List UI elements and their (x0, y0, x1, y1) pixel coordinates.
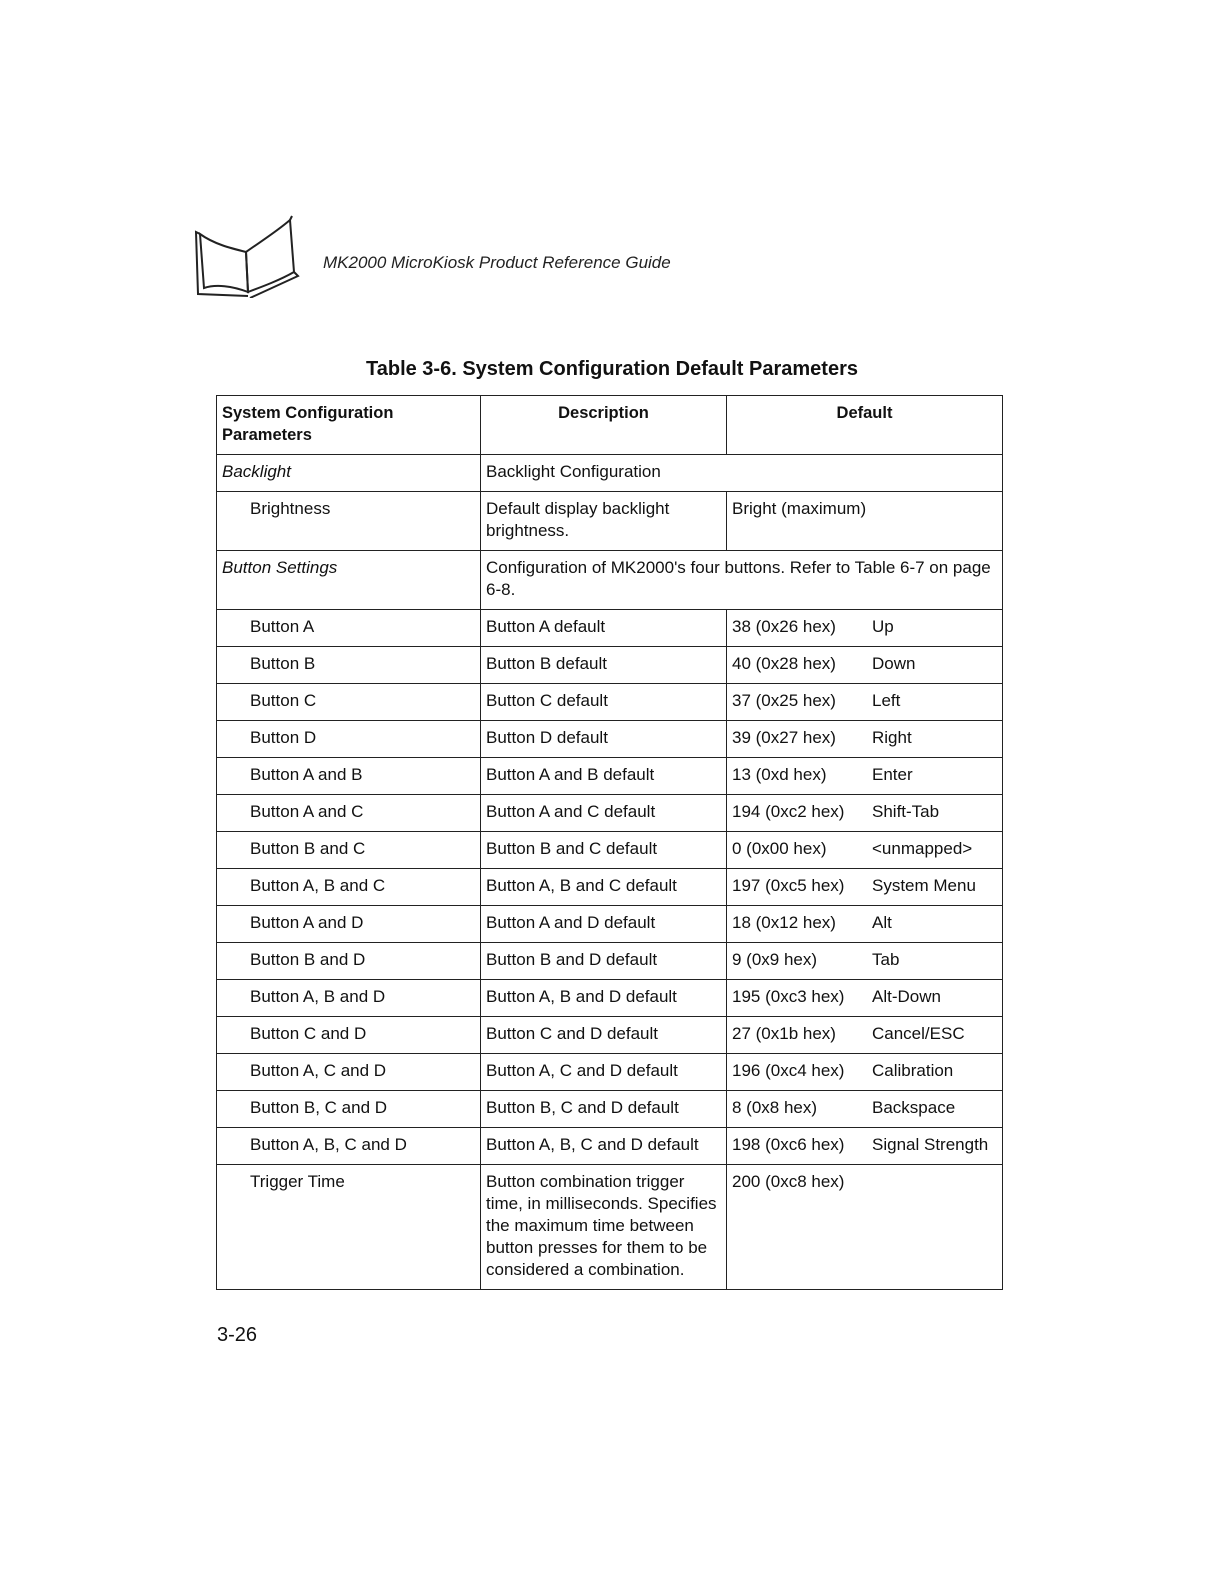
parameter-default: 200 (0xc8 hex) (727, 1165, 1003, 1290)
key-code: 13 (0xd hex) (732, 765, 827, 784)
parameter-description: Button A, B and C default (481, 869, 727, 906)
table-row (217, 869, 1003, 906)
key-code: 37 (0x25 hex) (732, 691, 836, 710)
parameter-description: Button C default (481, 684, 727, 721)
table-row (217, 647, 1003, 684)
key-name: Signal Strength (872, 1135, 989, 1154)
section-row-backlight (217, 455, 1003, 492)
parameter-description: Button A and C default (481, 795, 727, 832)
key-code: 39 (0x27 hex) (732, 728, 836, 747)
key-name: Cancel/ESC (872, 1024, 965, 1043)
table-row (217, 832, 1003, 869)
key-name: Calibration (872, 1061, 954, 1080)
section-row-button-settings (217, 551, 1003, 610)
key-code: 196 (0xc4 hex) (732, 1061, 845, 1080)
parameter-description: Button C and D default (481, 1017, 727, 1054)
parameter-default: Bright (maximum) (727, 492, 1003, 551)
table-row (217, 1017, 1003, 1054)
table-row (217, 1091, 1003, 1128)
parameter-description: Button B default (481, 647, 727, 684)
parameter-default (727, 832, 1003, 869)
section-description: Configuration of MK2000's four buttons. Refer to Table 6-7 on page 6-8. (481, 551, 1003, 610)
table-header-row (217, 396, 1003, 455)
table-row (217, 721, 1003, 758)
key-code: 194 (0xc2 hex) (732, 802, 845, 821)
key-name: Enter (872, 765, 913, 784)
key-code: 18 (0x12 hex) (732, 913, 836, 932)
parameter-description: Button A, C and D default (481, 1054, 727, 1091)
table-row (217, 1054, 1003, 1091)
parameter-description: Button D default (481, 721, 727, 758)
system-configuration-table (216, 395, 1003, 1290)
parameter-description: Button A, B, C and D default (481, 1128, 727, 1165)
parameter-description: Button B, C and D default (481, 1091, 727, 1128)
parameter-default (727, 758, 1003, 795)
key-code: 197 (0xc5 hex) (732, 876, 845, 895)
key-name: Left (872, 691, 901, 710)
parameter-default (727, 795, 1003, 832)
key-name: Up (872, 617, 894, 636)
parameter-name: Button B and D (217, 943, 481, 980)
parameter-default (727, 684, 1003, 721)
column-header-default: Default (727, 396, 1003, 455)
parameter-name: Button A, B and C (217, 869, 481, 906)
table-row (217, 980, 1003, 1017)
key-code: 8 (0x8 hex) (732, 1098, 818, 1117)
parameter-description: Button A and B default (481, 758, 727, 795)
parameter-name: Button B (217, 647, 481, 684)
parameter-description: Button B and D default (481, 943, 727, 980)
parameter-name: Button D (217, 721, 481, 758)
table-caption: Table 3-6. System Configuration Default Parameters (366, 358, 858, 380)
parameter-default (727, 943, 1003, 980)
parameter-name: Button B, C and D (217, 1091, 481, 1128)
key-name: Alt-Down (872, 987, 941, 1006)
column-header-description: Description (481, 396, 727, 455)
parameter-description: Button B and C default (481, 832, 727, 869)
table-row-brightness (217, 492, 1003, 551)
table-row (217, 1128, 1003, 1165)
parameter-default (727, 1091, 1003, 1128)
parameter-description: Default display backlight brightness. (481, 492, 727, 551)
key-code: 27 (0x1b hex) (732, 1024, 836, 1043)
section-description: Backlight Configuration (481, 455, 1003, 492)
key-name: Backspace (872, 1098, 956, 1117)
parameter-description: Button A, B and D default (481, 980, 727, 1017)
parameter-default (727, 980, 1003, 1017)
key-name: <unmapped> (872, 839, 973, 858)
table-row (217, 610, 1003, 647)
key-code: 198 (0xc6 hex) (732, 1135, 845, 1154)
parameter-name: Trigger Time (217, 1165, 481, 1290)
key-name: Right (872, 728, 912, 747)
table-row (217, 943, 1003, 980)
parameter-description: Button combination trigger time, in milliseconds. Specifies the maximum time between button presses for them to be considered a combination. (481, 1165, 727, 1290)
parameter-name: Button B and C (217, 832, 481, 869)
parameter-description: Button A and D default (481, 906, 727, 943)
parameter-default (727, 647, 1003, 684)
column-header-parameters: System Configuration Parameters (217, 396, 481, 455)
key-code: 38 (0x26 hex) (732, 617, 836, 636)
parameter-default (727, 1128, 1003, 1165)
parameter-name: Brightness (217, 492, 481, 551)
parameter-name: Button A and D (217, 906, 481, 943)
key-code: 40 (0x28 hex) (732, 654, 836, 673)
parameter-name: Button C (217, 684, 481, 721)
parameter-name: Button C and D (217, 1017, 481, 1054)
running-header-title: MK2000 MicroKiosk Product Reference Guide (323, 253, 671, 272)
key-code: 195 (0xc3 hex) (732, 987, 845, 1006)
section-label: Button Settings (217, 551, 481, 610)
key-name: System Menu (872, 876, 976, 895)
key-code: 9 (0x9 hex) (732, 950, 818, 969)
table-row (217, 684, 1003, 721)
parameter-description: Button A default (481, 610, 727, 647)
parameter-name: Button A and C (217, 795, 481, 832)
parameter-default (727, 906, 1003, 943)
page-number: 3-26 (217, 1324, 258, 1346)
parameter-default (727, 869, 1003, 906)
parameter-name: Button A and B (217, 758, 481, 795)
parameter-name: Button A (217, 610, 481, 647)
section-label: Backlight (217, 455, 481, 492)
parameter-default (727, 1054, 1003, 1091)
table-row (217, 795, 1003, 832)
parameter-default (727, 1017, 1003, 1054)
parameter-name: Button A, B, C and D (217, 1128, 481, 1165)
open-book-icon (192, 214, 302, 298)
parameter-name: Button A, C and D (217, 1054, 481, 1091)
key-name: Down (872, 654, 916, 673)
key-name: Tab (872, 950, 900, 969)
parameter-default (727, 610, 1003, 647)
table-row-trigger-time (217, 1165, 1003, 1290)
parameter-name: Button A, B and D (217, 980, 481, 1017)
key-name: Shift-Tab (872, 802, 940, 821)
table-row (217, 758, 1003, 795)
key-name: Alt (872, 913, 892, 932)
key-code: 0 (0x00 hex) (732, 839, 827, 858)
table-row (217, 906, 1003, 943)
parameter-default (727, 721, 1003, 758)
